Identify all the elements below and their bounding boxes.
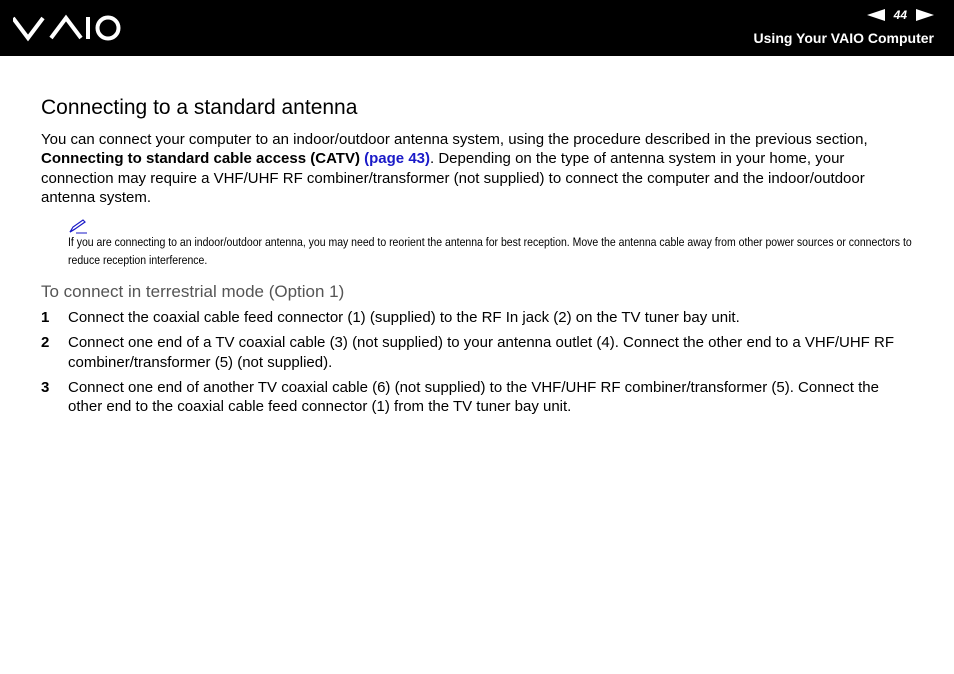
list-item — [41, 378, 916, 417]
steps-list — [41, 308, 916, 416]
vaio-logo-icon — [13, 13, 121, 43]
list-item — [41, 333, 916, 372]
intro-bold-reference: Connecting to standard cable access (CATV) — [41, 150, 360, 168]
vaio-logo — [13, 13, 121, 48]
note-block — [68, 219, 916, 269]
list-item — [41, 308, 916, 327]
page-title: Connecting to a standard antenna — [41, 96, 358, 119]
intro-paragraph — [41, 130, 916, 207]
intro-text-2: . Depending on the type of antenna system in your home, your connection may require a VHF/UHF RF combiner/transformer (not supplied) to connect the computer and the indoor/outdoor antenna system. — [41, 150, 865, 206]
page-nav — [867, 7, 934, 23]
step-text: Connect one end of a TV coaxial cable (3) (not supplied) to your antenna outlet (4). Connect the other end to a VHF/UHF RF combiner/transformer (5) (not supplied). — [68, 334, 895, 371]
intro-text-1: You can connect your computer to an indoor/outdoor antenna system, using the procedure described in the previous section, — [41, 131, 868, 148]
header-bar — [0, 0, 954, 56]
step-number: 3 — [41, 379, 50, 397]
step-text: Connect the coaxial cable feed connector (1) (supplied) to the RF In jack (2) on the TV tuner bay unit. — [68, 309, 740, 327]
main-content — [41, 95, 916, 423]
pencil-icon — [68, 219, 88, 234]
arrow-left-icon[interactable] — [867, 9, 885, 21]
page-43-link[interactable]: (page 43) — [364, 150, 430, 168]
procedure-subtitle: To connect in terrestrial mode (Option 1) — [41, 282, 345, 302]
step-text: Connect one end of another TV coaxial cable (6) (not supplied) to the VHF/UHF RF combiner/transformer (5). Connect the other end to the coaxial cable feed connector (1) from the TV tuner bay unit. — [68, 379, 879, 416]
step-number: 2 — [41, 334, 50, 352]
arrow-right-icon[interactable] — [916, 9, 934, 21]
step-number: 1 — [41, 309, 50, 327]
page-number: 44 — [893, 8, 907, 22]
section-title: Using Your VAIO Computer — [753, 30, 934, 46]
note-text: If you are connecting to an indoor/outdoor antenna, you may need to reorient the antenna for best reception. Move the antenna cable away from other power sources or connectors to reduce reception interference. — [68, 235, 912, 267]
